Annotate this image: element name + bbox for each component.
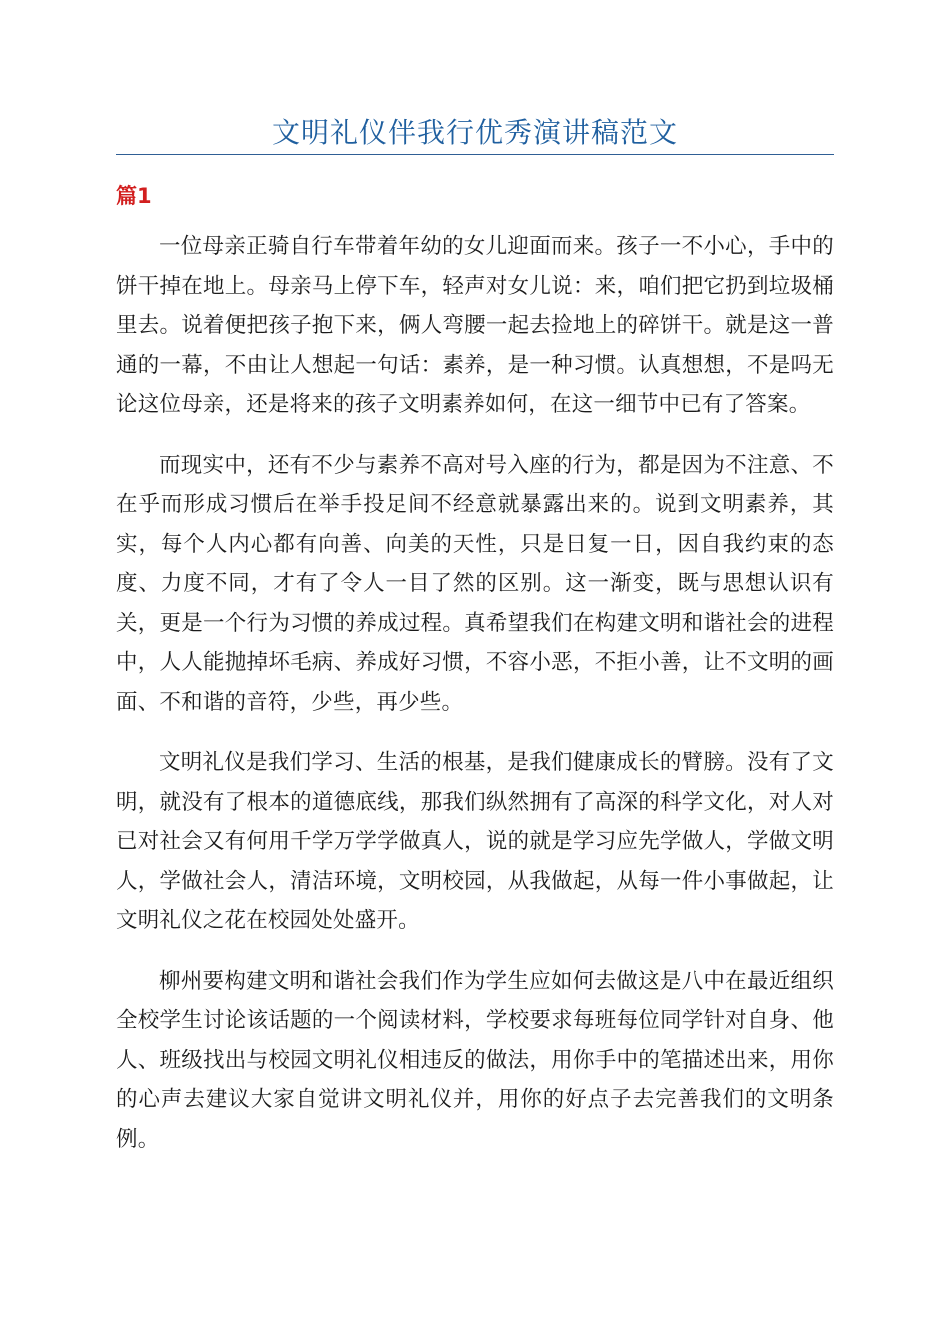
section-heading: 篇1 — [116, 184, 152, 208]
document-title: 文明礼仪伴我行优秀演讲稿范文 — [271, 116, 678, 149]
body-paragraph-4: 柳州要构建文明和谐社会我们作为学生应如何去做这是八中在最近组织全校学生讨论该话题的一个阅读材料，学校要求每班每位同学针对自身、他人、班级找出与校园文明礼仪相违反的做法，用你手中的笔描述出来，用你的心声去建议大家自觉讲文明礼仪并，用你的好点子去完善我们的文明条例。 — [116, 968, 834, 1152]
body-paragraph-2: 而现实中，还有不少与素养不高对号入座的行为，都是因为不注意、不在乎而形成习惯后在举手投足间不经意就暴露出来的。说到文明素养，其实，每个人内心都有向善、向美的天性，只是日复一日，因自我约束的态度、力度不同，才有了令人一目了然的区别。这一渐变，既与思想认识有关，更是一个行为习惯的养成过程。真希望我们在构建文明和谐社会的进程中，人人能抛掉坏毛病、养成好习惯，不容小恶，不拒小善，让不文明的画面、不和谐的音符，少些，再少些。 — [116, 452, 834, 715]
document-page — [116, 0, 834, 1159]
body-paragraph-3: 文明礼仪是我们学习、生活的根基，是我们健康成长的臂膀。没有了文明，就没有了根本的道德底线，那我们纵然拥有了高深的科学文化，对人对已对社会又有何用千学万学学做真人，说的就是学习应先学做人，学做文明人，学做社会人，清洁环境，文明校园，从我做起，从每一件小事做起，让文明礼仪之花在校园处处盛开。 — [116, 750, 834, 933]
title-underline-divider — [116, 154, 834, 155]
body-paragraph-1: 一位母亲正骑自行车带着年幼的女儿迎面而来。孩子一不小心，手中的饼干掉在地上。母亲马上停下车，轻声对女儿说：来，咱们把它扔到垃圾桶里去。说着便把孩子抱下来，俩人弯腰一起去捡地上的碎饼干。就是这一普通的一幕，不由让人想起一句话：素养，是一种习惯。认真想想，不是吗无论这位母亲，还是将来的孩子文明素养如何，在这一细节中已有了答案。 — [116, 234, 834, 417]
